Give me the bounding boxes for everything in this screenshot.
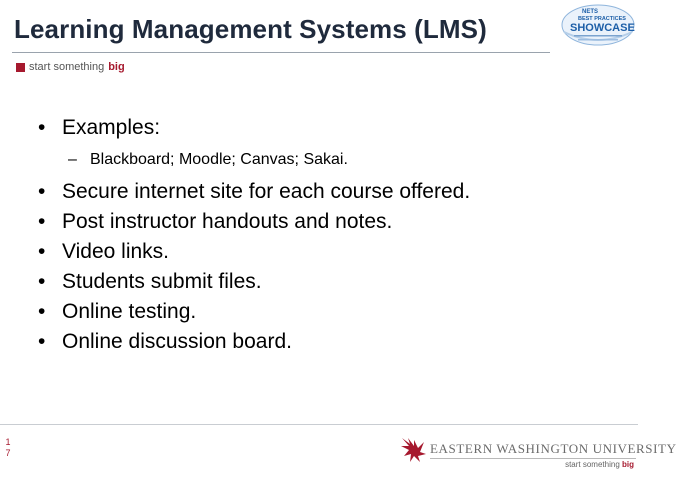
university-name: EASTERN WASHINGTON UNIVERSITY <box>430 441 677 456</box>
bullet-list <box>36 115 618 359</box>
bullet-symbol: • <box>38 116 46 139</box>
best-practices-showcase-logo <box>560 2 636 48</box>
bullet-item <box>36 115 618 145</box>
bullet-text: Students submit files. <box>62 270 262 293</box>
university-tagline-big: big <box>622 460 634 469</box>
tagline-text: start something <box>29 61 105 73</box>
showcase-line3: SHOWCASE <box>570 22 635 34</box>
bullet-item <box>36 269 618 299</box>
bullet-item <box>36 299 618 329</box>
bullet-symbol: • <box>38 240 46 263</box>
bullet-symbol: • <box>38 270 46 293</box>
page-number <box>4 437 12 459</box>
university-underline <box>430 458 636 459</box>
showcase-line2: BEST PRACTICES <box>578 16 626 22</box>
red-square-icon <box>16 63 25 72</box>
bullet-symbol: • <box>38 330 46 353</box>
sub-bullet-symbol: – <box>68 151 77 168</box>
sub-bullet-text: Blackboard; Moodle; Canvas; Sakai. <box>90 151 348 168</box>
page-number-digit-1: 1 <box>5 437 11 447</box>
eagle-icon <box>400 434 428 464</box>
bullet-symbol: • <box>38 210 46 233</box>
slide-title: Learning Management Systems (LMS) <box>14 14 487 44</box>
tagline-big: big <box>108 61 125 73</box>
bullet-item <box>36 329 618 359</box>
sub-bullet-item <box>36 145 618 179</box>
bullet-text: Examples: <box>62 116 161 139</box>
university-tagline <box>565 460 634 469</box>
bullet-symbol: • <box>38 180 46 203</box>
bullet-item <box>36 209 618 239</box>
header-tagline <box>16 61 125 73</box>
university-tagline-text: start something <box>565 460 622 469</box>
bullet-text: Secure internet site for each course offered. <box>62 180 471 203</box>
bullet-text: Video links. <box>62 240 170 263</box>
eastern-washington-university-logo <box>400 432 677 472</box>
footer-divider <box>0 424 638 425</box>
bullet-item <box>36 239 618 269</box>
bullet-item <box>36 179 618 209</box>
showcase-line1: NETS <box>582 9 599 15</box>
page-number-digit-2: 7 <box>5 448 11 458</box>
title-divider <box>12 52 550 53</box>
bullet-text: Online discussion board. <box>62 330 292 353</box>
bullet-text: Online testing. <box>62 300 197 323</box>
bullet-symbol: • <box>38 300 46 323</box>
bullet-text: Post instructor handouts and notes. <box>62 210 393 233</box>
